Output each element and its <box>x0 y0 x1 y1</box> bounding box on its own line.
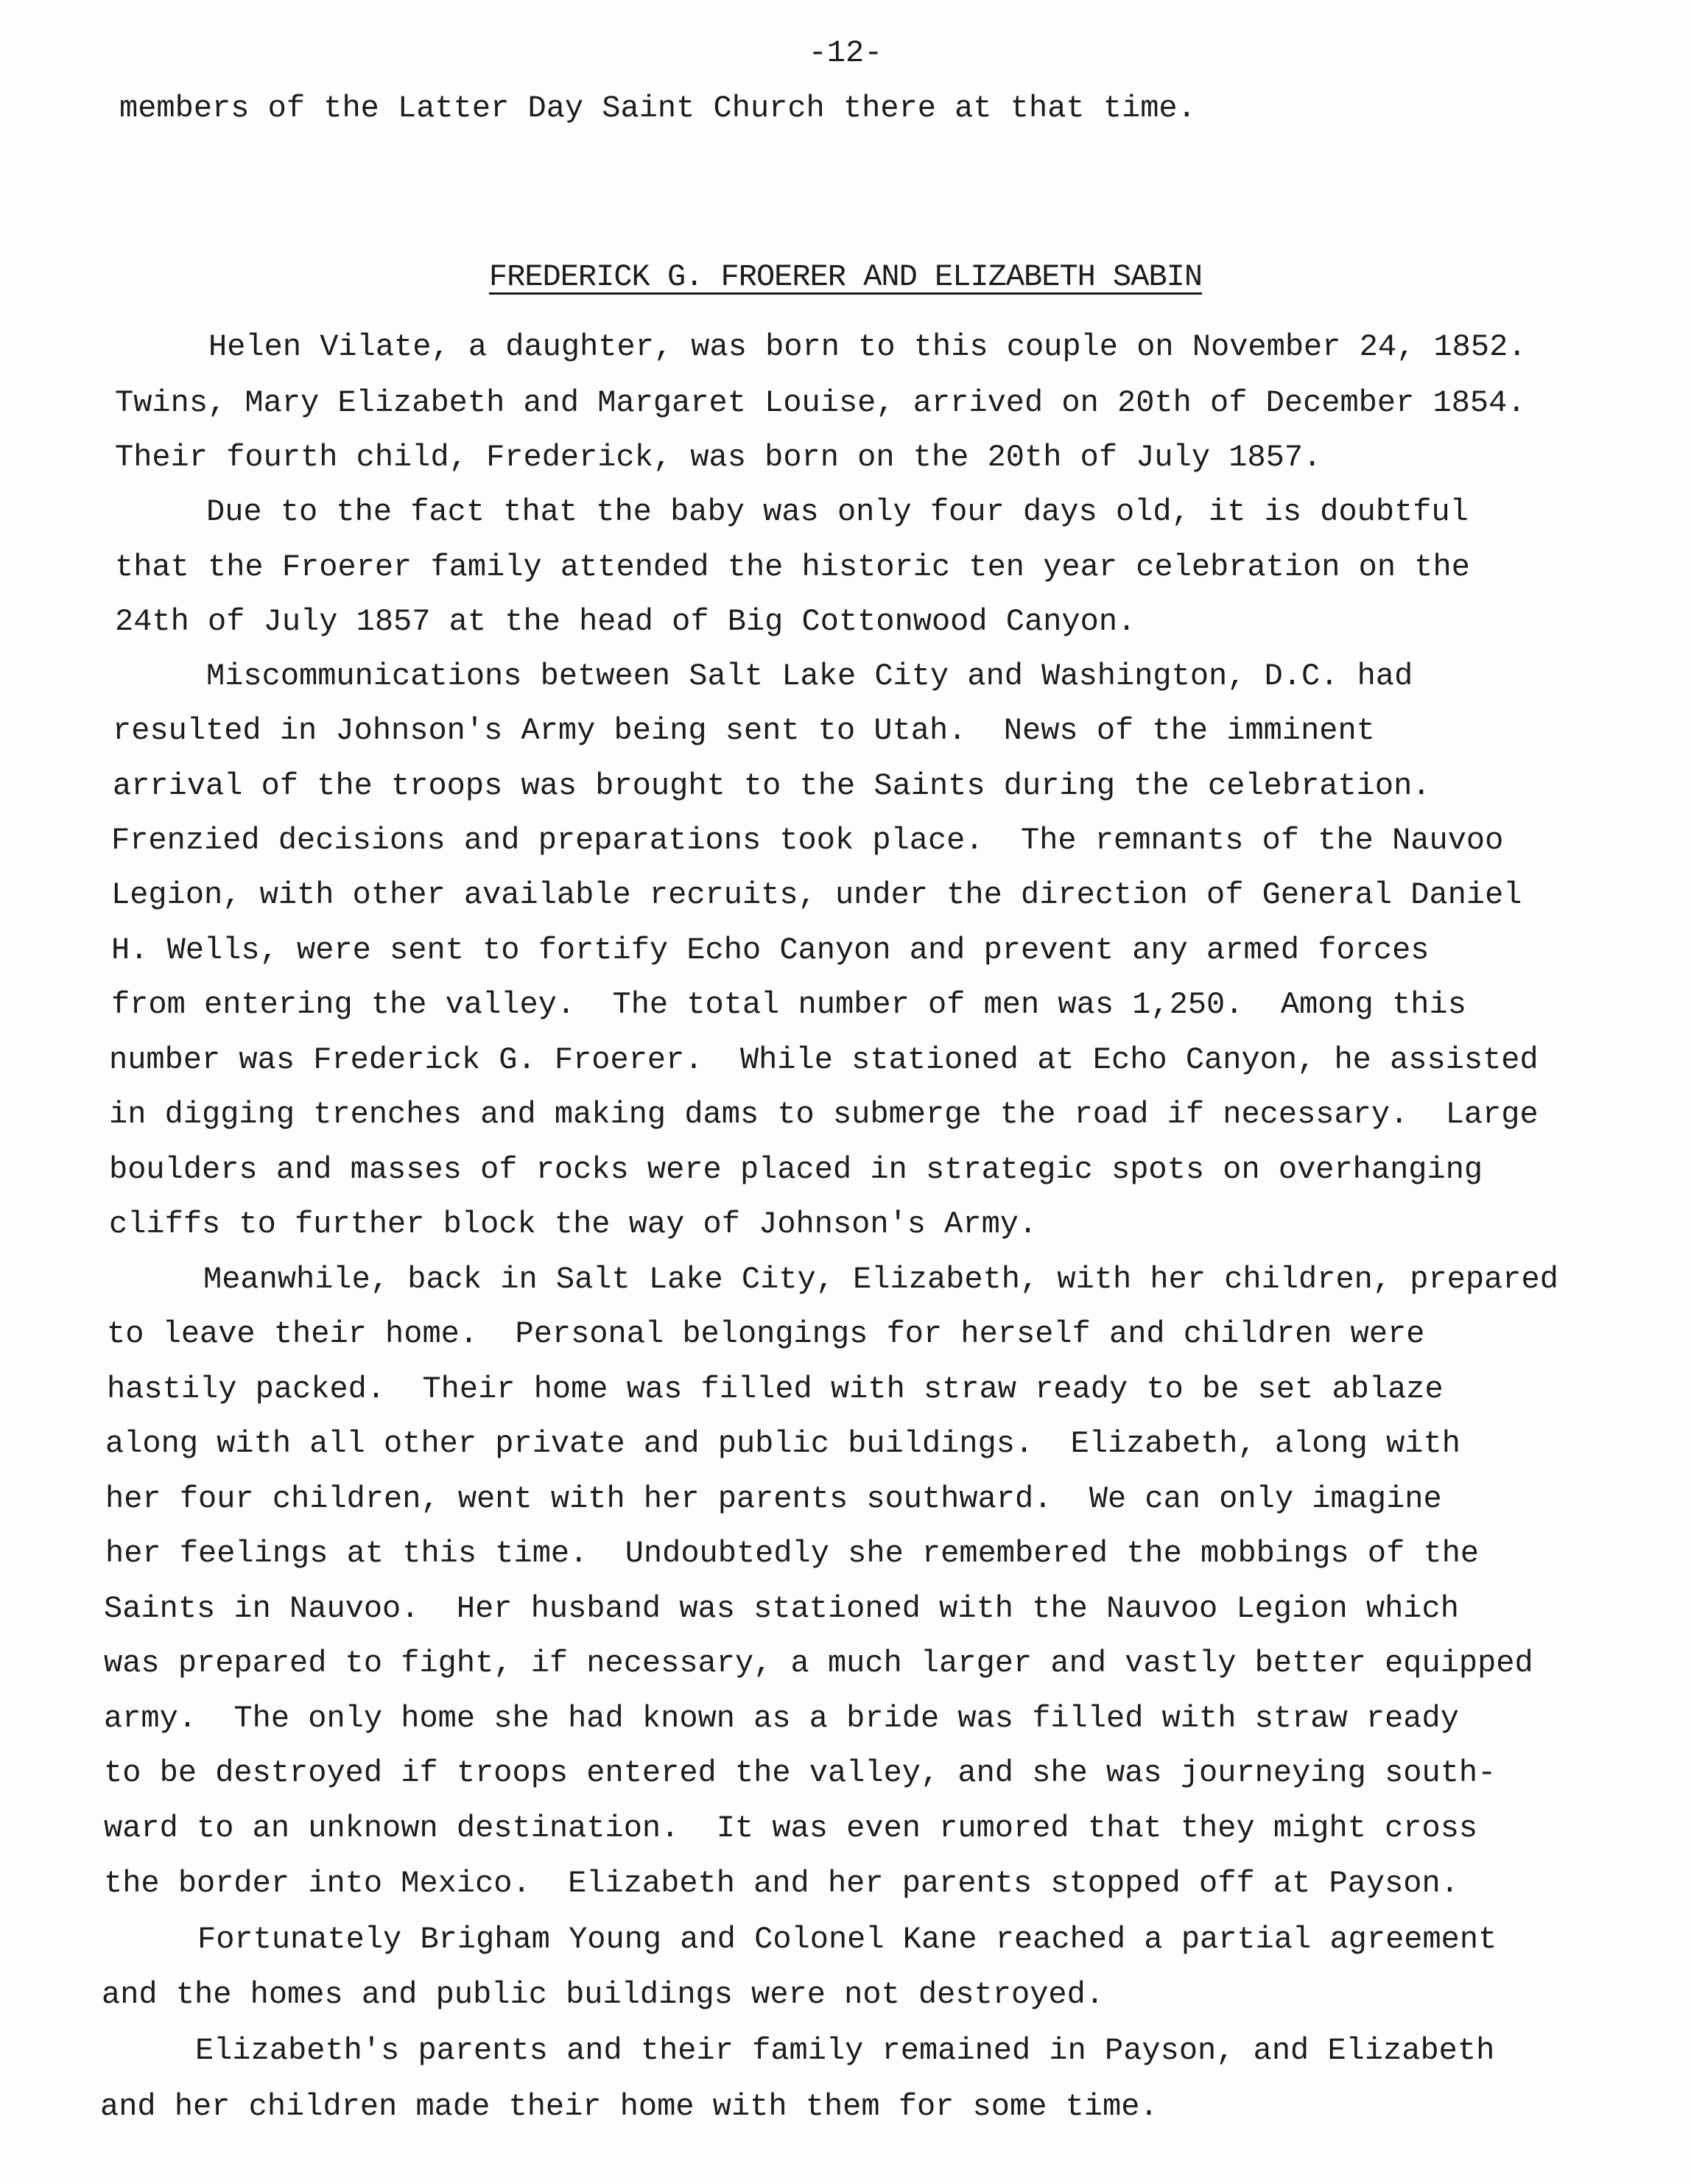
text-line: her feelings at this time. Undoubtedly she remembered the mobbings of the <box>105 1536 1480 1571</box>
text-line: army. The only home she had known as a bride was filled with straw ready <box>104 1701 1459 1736</box>
text-line: was prepared to fight, if necessary, a much larger and vastly better equipped <box>104 1646 1533 1681</box>
text-line: and her children made their home with them for some time. <box>100 2089 1159 2124</box>
text-line: in digging trenches and making dams to submerge the road if necessary. Large <box>109 1097 1539 1132</box>
text-line: and the homes and public buildings were not destroyed. <box>102 1977 1105 2012</box>
text-line: along with all other private and public buildings. Elizabeth, along with <box>105 1426 1460 1461</box>
section-heading <box>0 259 1691 295</box>
text-line: Twins, Mary Elizabeth and Margaret Louise, arrived on 20th of December 1854. <box>115 385 1526 421</box>
page-number: -12- <box>808 35 883 71</box>
continuation-line: members of the Latter Day Saint Church there at that time. <box>119 91 1196 126</box>
text-line: the border into Mexico. Elizabeth and her parents stopped off at Payson. <box>104 1866 1459 1901</box>
text-line: Legion, with other available recruits, under the direction of General Daniel <box>111 877 1522 913</box>
text-line: arrival of the troops was brought to the Saints during the celebration. <box>113 768 1431 804</box>
text-line: H. Wells, were sent to fortify Echo Canyon and prevent any armed forces <box>111 933 1430 968</box>
text-line: Frenzied decisions and preparations took place. The remnants of the Nauvoo <box>111 823 1504 858</box>
text-line: to leave their home. Personal belongings for herself and children were <box>107 1316 1425 1352</box>
text-line: Saints in Nauvoo. Her husband was stationed with the Nauvoo Legion which <box>104 1591 1459 1626</box>
text-line: her four children, went with her parents southward. We can only imagine <box>105 1481 1442 1517</box>
text-line: resulted in Johnson's Army being sent to Utah. News of the imminent <box>113 713 1375 748</box>
text-line: ward to an unknown destination. It was even rumored that they might cross <box>104 1811 1478 1846</box>
text-line: to be destroyed if troops entered the valley, and she was journeying south- <box>104 1755 1497 1791</box>
section-heading-text: FREDERICK G. FROERER AND ELIZABETH SABIN <box>488 259 1203 295</box>
text-line: Miscommunications between Salt Lake City and Washington, D.C. had <box>206 659 1413 694</box>
text-line: cliffs to further block the way of Johnson's Army. <box>109 1207 1038 1242</box>
text-line: that the Froerer family attended the historic ten year celebration on the <box>115 549 1470 585</box>
text-line: Fortunately Brigham Young and Colonel Kane reached a partial agreement <box>197 1922 1497 1957</box>
text-line: number was Frederick G. Froerer. While stationed at Echo Canyon, he assisted <box>109 1042 1539 1078</box>
text-line: Due to the fact that the baby was only four days old, it is doubtful <box>206 494 1469 530</box>
text-line: from entering the valley. The total number of men was 1,250. Among this <box>111 987 1466 1022</box>
text-line: hastily packed. Their home was filled with straw ready to be set ablaze <box>107 1372 1444 1407</box>
text-line: Helen Vilate, a daughter, was born to this couple on November 24, 1852. <box>208 329 1527 365</box>
text-line: 24th of July 1857 at the head of Big Cottonwood Canyon. <box>115 604 1136 639</box>
text-line: Their fourth child, Frederick, was born on the 20th of July 1857. <box>115 440 1322 475</box>
text-line: boulders and masses of rocks were placed in strategic spots on overhanging <box>109 1152 1483 1187</box>
text-line: Elizabeth's parents and their family remained in Payson, and Elizabeth <box>195 2033 1495 2068</box>
text-line: Meanwhile, back in Salt Lake City, Elizabeth, with her children, prepared <box>203 1262 1558 1297</box>
